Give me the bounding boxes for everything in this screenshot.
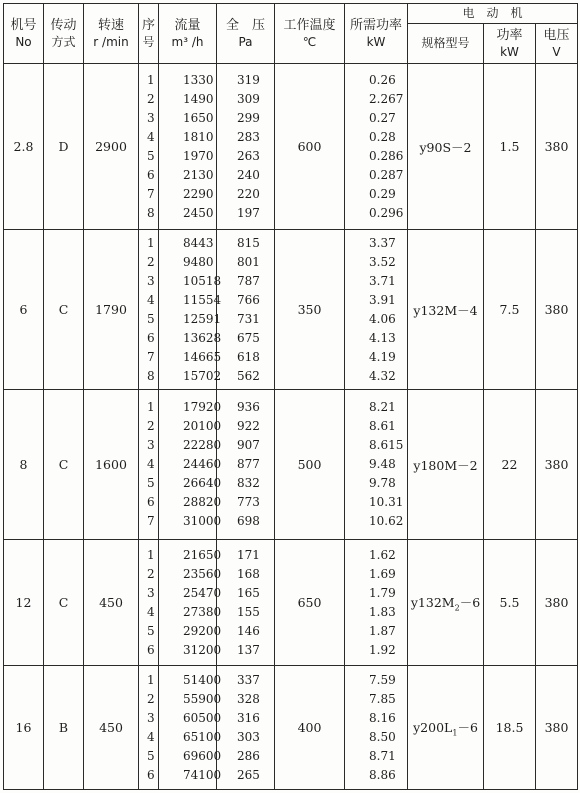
work-temp: 400: [275, 666, 345, 790]
required-power-value: 7.59: [369, 672, 396, 687]
seq-value: 7: [147, 514, 155, 528]
flow-value: 69600: [183, 748, 222, 763]
flow-value: 29200: [183, 623, 222, 638]
flow-value: 14665: [183, 349, 222, 364]
required-power-value: 4.06: [369, 311, 396, 326]
voltage: 380: [536, 390, 578, 540]
required-power-cell: [345, 230, 408, 390]
required-power-value: 8.86: [369, 767, 396, 782]
pressure-value: 286: [237, 748, 260, 763]
required-power-value: 3.52: [369, 254, 396, 269]
required-power-value: 8.50: [369, 729, 396, 744]
voltage: 380: [536, 540, 578, 666]
required-power-value: 4.32: [369, 368, 396, 383]
seq-cell: [139, 64, 159, 230]
motor-model-main: y132M: [410, 594, 455, 610]
drive-type: C: [44, 230, 84, 390]
motor-model: [408, 230, 484, 390]
flow-value: 51400: [183, 672, 222, 687]
flow-value: 22280: [183, 438, 222, 452]
flow-value: 12591: [183, 311, 222, 326]
motor-model-main: y90S－2: [419, 139, 472, 155]
drive-type: C: [44, 390, 84, 540]
header-power: 所需功率 kW: [345, 4, 408, 64]
seq-value: 1: [147, 400, 155, 414]
required-power-value: 0.286: [369, 148, 404, 163]
flow-value: 55900: [183, 691, 222, 706]
pressure-value: 787: [237, 273, 260, 288]
pressure-value: 303: [237, 729, 260, 744]
flow-cell: [159, 666, 222, 790]
speed: 450: [84, 666, 139, 790]
pressure-value: 316: [237, 710, 260, 725]
seq-value: 5: [147, 748, 155, 763]
flow-value: 24460: [183, 457, 222, 471]
flow-value: 1810: [183, 129, 214, 144]
speed: 450: [84, 540, 139, 666]
seq-cell: [139, 666, 159, 790]
seq-value: 2: [147, 566, 155, 581]
pressure-value: 731: [237, 311, 260, 326]
required-power-value: 9.78: [369, 476, 396, 490]
seq-value: 2: [147, 419, 155, 433]
voltage: 380: [536, 230, 578, 390]
motor-model: [408, 64, 484, 230]
speed: 2900: [84, 64, 139, 230]
seq-value: 3: [147, 273, 155, 288]
pressure-cell: [217, 230, 275, 390]
motor-model-suffix: －6: [457, 719, 478, 735]
pressure-cell: [217, 64, 275, 230]
motor-model-subscript: 2: [454, 603, 460, 613]
seq-value: 2: [147, 254, 155, 269]
required-power-value: 9.48: [369, 457, 396, 471]
flow-cell: [159, 230, 222, 390]
pressure-value: 766: [237, 292, 260, 307]
seq-value: 4: [147, 292, 155, 307]
required-power-value: 2.267: [369, 91, 404, 106]
seq-value: 1: [147, 547, 155, 562]
required-power-value: 8.21: [369, 400, 396, 414]
seq-value: 5: [147, 311, 155, 326]
table-row: [4, 666, 578, 790]
machine-no: 12: [4, 540, 44, 666]
seq-cell: [139, 540, 159, 666]
flow-cell: [159, 64, 217, 230]
required-power-value: 8.61: [369, 419, 396, 433]
pressure-value: 936: [237, 400, 260, 414]
motor-model: [408, 666, 484, 790]
seq-value: 7: [147, 349, 155, 364]
work-temp: 650: [275, 540, 345, 666]
work-temp: 350: [275, 230, 345, 390]
pressure-value: 146: [237, 623, 260, 638]
seq-value: 6: [147, 642, 155, 657]
drive-type: B: [44, 666, 84, 790]
flow-value: 23560: [183, 566, 222, 581]
required-power-value: 10.31: [369, 495, 404, 509]
required-power-value: 8.615: [369, 438, 404, 452]
motor-power: 1.5: [484, 64, 536, 230]
required-power-value: 4.13: [369, 330, 396, 345]
required-power-value: 0.28: [369, 129, 396, 144]
seq-value: 6: [147, 495, 155, 509]
flow-value: 13628: [183, 330, 222, 345]
pressure-value: 155: [237, 604, 260, 619]
seq-value: 4: [147, 129, 155, 144]
flow-value: 31000: [183, 514, 222, 528]
pressure-value: 165: [237, 585, 260, 600]
table-row: [4, 64, 578, 230]
pressure-cell: [217, 540, 275, 666]
required-power-value: 0.296: [369, 205, 404, 220]
flow-value: 25470: [183, 585, 222, 600]
pressure-value: 328: [237, 691, 260, 706]
speed: 1790: [84, 230, 139, 390]
required-power-value: 3.91: [369, 292, 396, 307]
motor-power: 5.5: [484, 540, 536, 666]
pressure-value: 263: [237, 148, 260, 163]
flow-value: 1490: [183, 91, 214, 106]
seq-value: 2: [147, 691, 155, 706]
flow-value: 31200: [183, 642, 222, 657]
required-power-value: 0.26: [369, 72, 396, 87]
seq-value: 4: [147, 729, 155, 744]
pressure-value: 773: [237, 495, 260, 509]
pressure-value: 832: [237, 476, 260, 490]
header-seq: 序 号: [139, 4, 159, 64]
pressure-value: 618: [237, 349, 260, 364]
work-temp: 500: [275, 390, 345, 540]
seq-value: 7: [147, 186, 155, 201]
required-power-value: 1.79: [369, 585, 396, 600]
required-power-value: 0.27: [369, 110, 396, 125]
pressure-value: 562: [237, 368, 260, 383]
flow-cell: [159, 390, 222, 540]
flow-value: 21650: [183, 547, 222, 562]
required-power-value: 8.71: [369, 748, 396, 763]
seq-value: 3: [147, 710, 155, 725]
drive-type: D: [44, 64, 84, 230]
pressure-value: 171: [237, 547, 260, 562]
seq-value: 1: [147, 72, 155, 87]
seq-value: 4: [147, 604, 155, 619]
required-power-value: 1.69: [369, 566, 396, 581]
required-power-value: 4.19: [369, 349, 396, 364]
flow-value: 9480: [183, 254, 214, 269]
seq-value: 2: [147, 91, 155, 106]
flow-value: 2130: [183, 167, 214, 182]
motor-model-suffix: －6: [459, 594, 481, 610]
pressure-value: 907: [237, 438, 260, 452]
flow-cell: [159, 540, 222, 666]
table-row: [4, 540, 578, 666]
flow-value: 65100: [183, 729, 222, 744]
table-body: [4, 64, 578, 790]
motor-model-subscript: 1: [452, 728, 458, 738]
motor-model: [408, 390, 484, 540]
pressure-value: 197: [237, 205, 260, 220]
seq-value: 8: [147, 368, 155, 383]
table-row: [4, 230, 578, 390]
drive-type: C: [44, 540, 84, 666]
pressure-value: 922: [237, 419, 260, 433]
flow-value: 15702: [183, 368, 222, 383]
required-power-value: 0.287: [369, 167, 404, 182]
required-power-value: 8.16: [369, 710, 396, 725]
required-power-value: 3.71: [369, 273, 396, 288]
pressure-value: 877: [237, 457, 260, 471]
flow-value: 17920: [183, 400, 222, 414]
seq-cell: [139, 390, 159, 540]
header-speed: 转速 r /min: [84, 4, 139, 64]
pressure-value: 801: [237, 254, 260, 269]
seq-value: 5: [147, 148, 155, 163]
required-power-value: 1.92: [369, 642, 396, 657]
seq-value: 4: [147, 457, 155, 471]
required-power-value: 1.62: [369, 547, 396, 562]
flow-value: 8443: [183, 235, 214, 250]
required-power-cell: [345, 540, 408, 666]
pressure-value: 675: [237, 330, 260, 345]
pressure-cell: [217, 390, 275, 540]
header-machine-no: 机号 No: [4, 4, 44, 64]
required-power-cell: [345, 390, 408, 540]
motor-power: 18.5: [484, 666, 536, 790]
header-motor: 电 动 机: [408, 4, 578, 24]
pressure-value: 283: [237, 129, 260, 144]
flow-value: 20100: [183, 419, 222, 433]
required-power-value: 1.83: [369, 604, 396, 619]
seq-value: 5: [147, 623, 155, 638]
pressure-value: 319: [237, 72, 260, 87]
seq-value: 1: [147, 672, 155, 687]
flow-value: 2290: [183, 186, 214, 201]
pressure-value: 240: [237, 167, 260, 182]
motor-model-main: y180M－2: [413, 457, 478, 473]
header-motor-power: 功率 kW: [484, 24, 536, 64]
pressure-value: 299: [237, 110, 260, 125]
required-power-cell: [345, 64, 408, 230]
pressure-value: 220: [237, 186, 260, 201]
machine-no: 8: [4, 390, 44, 540]
header-flow: 流量 m³ /h: [159, 4, 217, 64]
motor-model-main: y132M－4: [413, 302, 478, 318]
machine-no: 16: [4, 666, 44, 790]
flow-value: 28820: [183, 495, 222, 509]
header-voltage: 电压 V: [536, 24, 578, 64]
voltage: 380: [536, 64, 578, 230]
flow-value: 1650: [183, 110, 214, 125]
pressure-value: 309: [237, 91, 260, 106]
pressure-value: 168: [237, 566, 260, 581]
machine-no: 2.8: [4, 64, 44, 230]
seq-value: 6: [147, 167, 155, 182]
flow-value: 11554: [183, 292, 222, 307]
pressure-cell: [217, 666, 275, 790]
required-power-value: 0.29: [369, 186, 396, 201]
required-power-value: 10.62: [369, 514, 404, 528]
required-power-value: 3.37: [369, 235, 396, 250]
flow-value: 74100: [183, 767, 222, 782]
required-power-value: 1.87: [369, 623, 396, 638]
voltage: 380: [536, 666, 578, 790]
flow-value: 27380: [183, 604, 222, 619]
seq-value: 5: [147, 476, 155, 490]
motor-model-main: y200L: [413, 719, 453, 735]
work-temp: 600: [275, 64, 345, 230]
flow-value: 10518: [183, 273, 222, 288]
flow-value: 2450: [183, 205, 214, 220]
header-pressure: 全 压 Pa: [217, 4, 275, 64]
required-power-value: 7.85: [369, 691, 396, 706]
seq-value: 3: [147, 438, 155, 452]
seq-value: 8: [147, 205, 155, 220]
pressure-value: 815: [237, 235, 260, 250]
seq-value: 1: [147, 235, 155, 250]
flow-value: 26640: [183, 476, 222, 490]
seq-cell: [139, 230, 159, 390]
seq-value: 6: [147, 767, 155, 782]
motor-power: 22: [484, 390, 536, 540]
seq-value: 3: [147, 585, 155, 600]
pressure-value: 698: [237, 514, 260, 528]
header-model: 规格型号: [408, 24, 484, 64]
motor-model: [408, 540, 484, 666]
pressure-value: 265: [237, 767, 260, 782]
fan-spec-table: [3, 3, 578, 790]
header-temp: 工作温度 ℃: [275, 4, 345, 64]
seq-value: 6: [147, 330, 155, 345]
machine-no: 6: [4, 230, 44, 390]
flow-value: 60500: [183, 710, 222, 725]
pressure-value: 337: [237, 672, 260, 687]
speed: 1600: [84, 390, 139, 540]
table-row: [4, 390, 578, 540]
flow-value: 1970: [183, 148, 214, 163]
header-drive: 传动 方式: [44, 4, 84, 64]
seq-value: 3: [147, 110, 155, 125]
motor-power: 7.5: [484, 230, 536, 390]
flow-value: 1330: [183, 72, 214, 87]
pressure-value: 137: [237, 642, 260, 657]
required-power-cell: [345, 666, 408, 790]
